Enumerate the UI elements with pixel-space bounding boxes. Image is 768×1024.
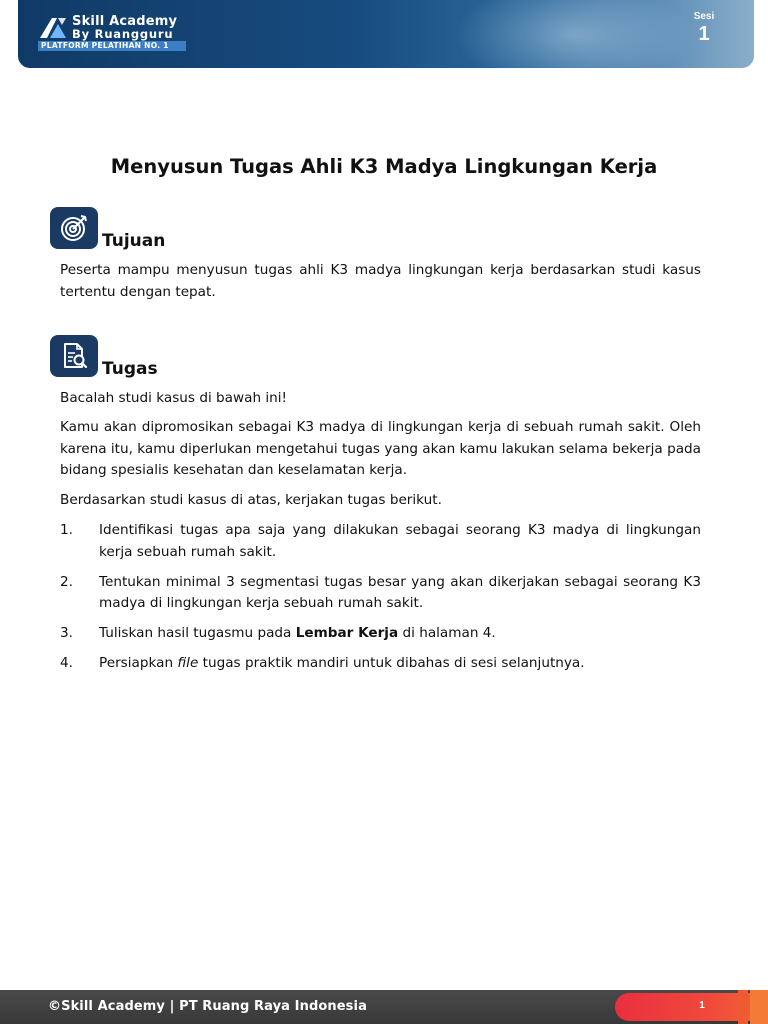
- logo-tagline: PLATFORM PELATIHAN NO. 1: [38, 41, 186, 51]
- tugas-instruction: Berdasarkan studi kasus di atas, kerjakan tugas berikut.: [60, 492, 442, 508]
- list-item: [60, 623, 701, 645]
- session-label: Sesi: [693, 11, 715, 22]
- tujuan-heading: Tujuan: [102, 231, 166, 251]
- footer-stripe: [738, 990, 748, 1024]
- header-glow: [454, 0, 694, 68]
- footer-stripe: [750, 990, 768, 1024]
- list-item-number: 1.: [60, 522, 73, 538]
- skill-academy-logo: [38, 14, 188, 52]
- document-title: Menyusun Tugas Ahli K3 Madya Lingkungan Kerja: [110, 155, 658, 178]
- session-indicator: [684, 10, 724, 45]
- tujuan-text: Peserta mampu menyusun tugas ahli K3 madya lingkungan kerja berdasarkan studi kasus tertentu dengan tepat.: [60, 262, 701, 300]
- tugas-heading: Tugas: [102, 359, 158, 379]
- case-study-text: Kamu akan dipromosikan sebagai K3 madya di lingkungan kerja di sebuah rumah sakit. Oleh karena itu, kamu diperlukan mengetahui tugas yang akan kamu lakukan selama bekerja pada bidang spesialis kesehatan dan keselamatan kerja.: [60, 419, 701, 478]
- list-item-number: 2.: [60, 573, 73, 590]
- footer-copyright: ©Skill Academy | PT Ruang Raya Indonesia: [48, 999, 367, 1014]
- list-item-text: Identifikasi tugas apa saja yang dilakukan sebagai seorang K3 madya di lingkungan kerja sebuah rumah sakit.: [99, 522, 701, 560]
- logo-subtitle: By Ruangguru: [72, 27, 174, 41]
- list-item-text-before: Persiapkan: [99, 655, 178, 671]
- footer-bar: [0, 990, 768, 1024]
- file-emphasis: file: [177, 655, 199, 671]
- logo-mark-icon: [38, 16, 68, 40]
- target-icon: [50, 207, 98, 249]
- tugas-intro: Bacalah studi kasus di bawah ini!: [60, 390, 288, 406]
- header-banner: [18, 0, 754, 68]
- list-item-number: 3.: [60, 625, 73, 641]
- task-list: [60, 520, 701, 683]
- list-item: [60, 653, 701, 675]
- list-item-number: 4.: [60, 655, 73, 671]
- list-item-text-after: di halaman 4.: [398, 625, 496, 641]
- list-item: [60, 572, 701, 615]
- logo-title: Skill Academy: [72, 14, 178, 29]
- list-item-text-before: Tuliskan hasil tugasmu pada: [99, 625, 296, 641]
- list-item: [60, 520, 701, 563]
- list-item-text: Tentukan minimal 3 segmentasi tugas besar yang akan dikerjakan sebagai seorang K3 madya di lingkungan kerja sebuah rumah sakit.: [99, 573, 701, 611]
- footer-page-number: 1: [699, 1000, 705, 1011]
- lembar-kerja-emphasis: Lembar Kerja: [295, 625, 399, 641]
- document-search-icon: [50, 335, 98, 377]
- session-number: 1: [698, 23, 710, 45]
- list-item-text-after: tugas praktik mandiri untuk dibahas di sesi selanjutnya.: [198, 655, 585, 671]
